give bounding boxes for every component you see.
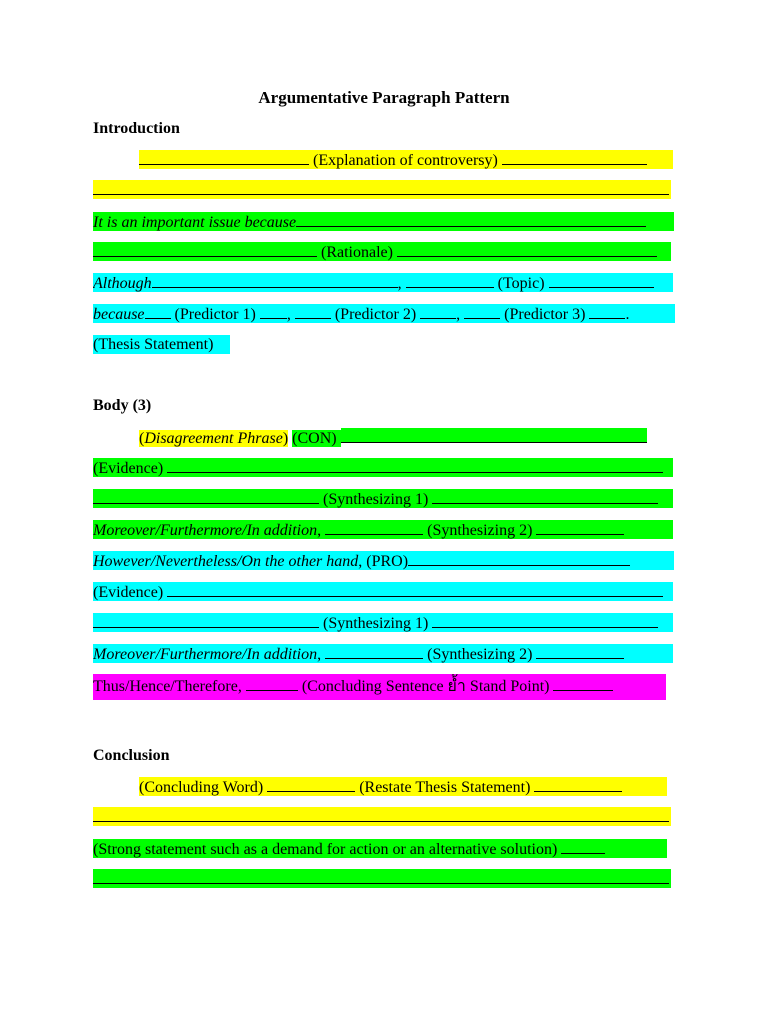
predictor3-label: (Predictor 3) [504,306,586,323]
conclusion-line-3 [93,839,667,858]
although-label: Although [93,275,152,292]
synth2-label-1: (Synthesizing 2) [427,522,533,539]
intro-line-3 [93,212,674,231]
evidence-label-1: (Evidence) [93,460,164,477]
con-label: (CON) [292,430,337,447]
predictor1-label: (Predictor 1) [174,306,256,323]
topic-label: (Topic) [497,275,545,292]
concluding-word-label: (Concluding Word) [139,779,264,796]
moreover-label-2: Moreover/Furthermore/In addition [93,646,318,663]
heading-body: Body (3) [93,397,152,414]
disagreement-label: Disagreement Phrase [144,430,283,447]
strong-statement-label: (Strong statement such as a demand for action or an alternative solution) [93,841,558,858]
body-line-5: However/Nevertheless/On the other hand, (PRO) [93,551,674,570]
conclusion-line-4 [93,869,671,888]
body-line-7 [93,613,673,632]
rationale-label: (Rationale) [321,244,393,261]
pro-label: (PRO) [366,553,409,570]
heading-introduction: Introduction [93,120,180,137]
conclusion-line-2 [93,807,671,826]
body-line-6 [93,582,673,601]
synth1-label-1: (Synthesizing 1) [323,491,429,508]
intro-line-7 [93,335,230,354]
because-label: because [93,306,145,323]
page-title: Argumentative Paragraph Pattern [258,88,510,107]
evidence-label-2: (Evidence) [93,584,164,601]
body-line-3 [93,489,673,508]
explanation-label: (Explanation of controversy) [313,152,498,169]
body-line-4: Moreover/Furthermore/In addition, (Synthesizing 2) [93,520,673,539]
intro-line-2 [93,180,671,199]
intro-line-1 [139,150,673,169]
body-line-1: (Disagreement Phrase) (CON) [139,428,673,447]
intro-line-4 [93,242,671,261]
synth2-label-2: (Synthesizing 2) [427,646,533,663]
restate-thesis-label: (Restate Thesis Statement) [359,779,531,796]
thesis-label: (Thesis Statement) [93,336,214,353]
body-line-2 [93,458,673,477]
synth1-label-2: (Synthesizing 1) [323,615,429,632]
predictor2-label: (Predictor 2) [334,306,417,323]
conclusion-line-1 [139,777,667,796]
body-line-9 [93,674,666,700]
intro-line-6: because (Predictor 1) , (Predictor 2) , (Predictor 3) . [93,304,675,323]
however-label: However/Nevertheless/On the other hand [93,553,359,570]
concluding-sentence-label: (Concluding Sentence ย้ำ Stand Point) [301,678,550,695]
heading-conclusion: Conclusion [93,747,170,764]
thus-label: Thus/Hence/Therefore, [93,678,242,695]
important-issue-label: It is an important issue because [93,214,297,231]
moreover-label-1: Moreover/Furthermore/In addition [93,522,318,539]
intro-line-5: Although , (Topic) [93,273,673,292]
body-line-8: Moreover/Furthermore/In addition, (Synthesizing 2) [93,644,673,663]
